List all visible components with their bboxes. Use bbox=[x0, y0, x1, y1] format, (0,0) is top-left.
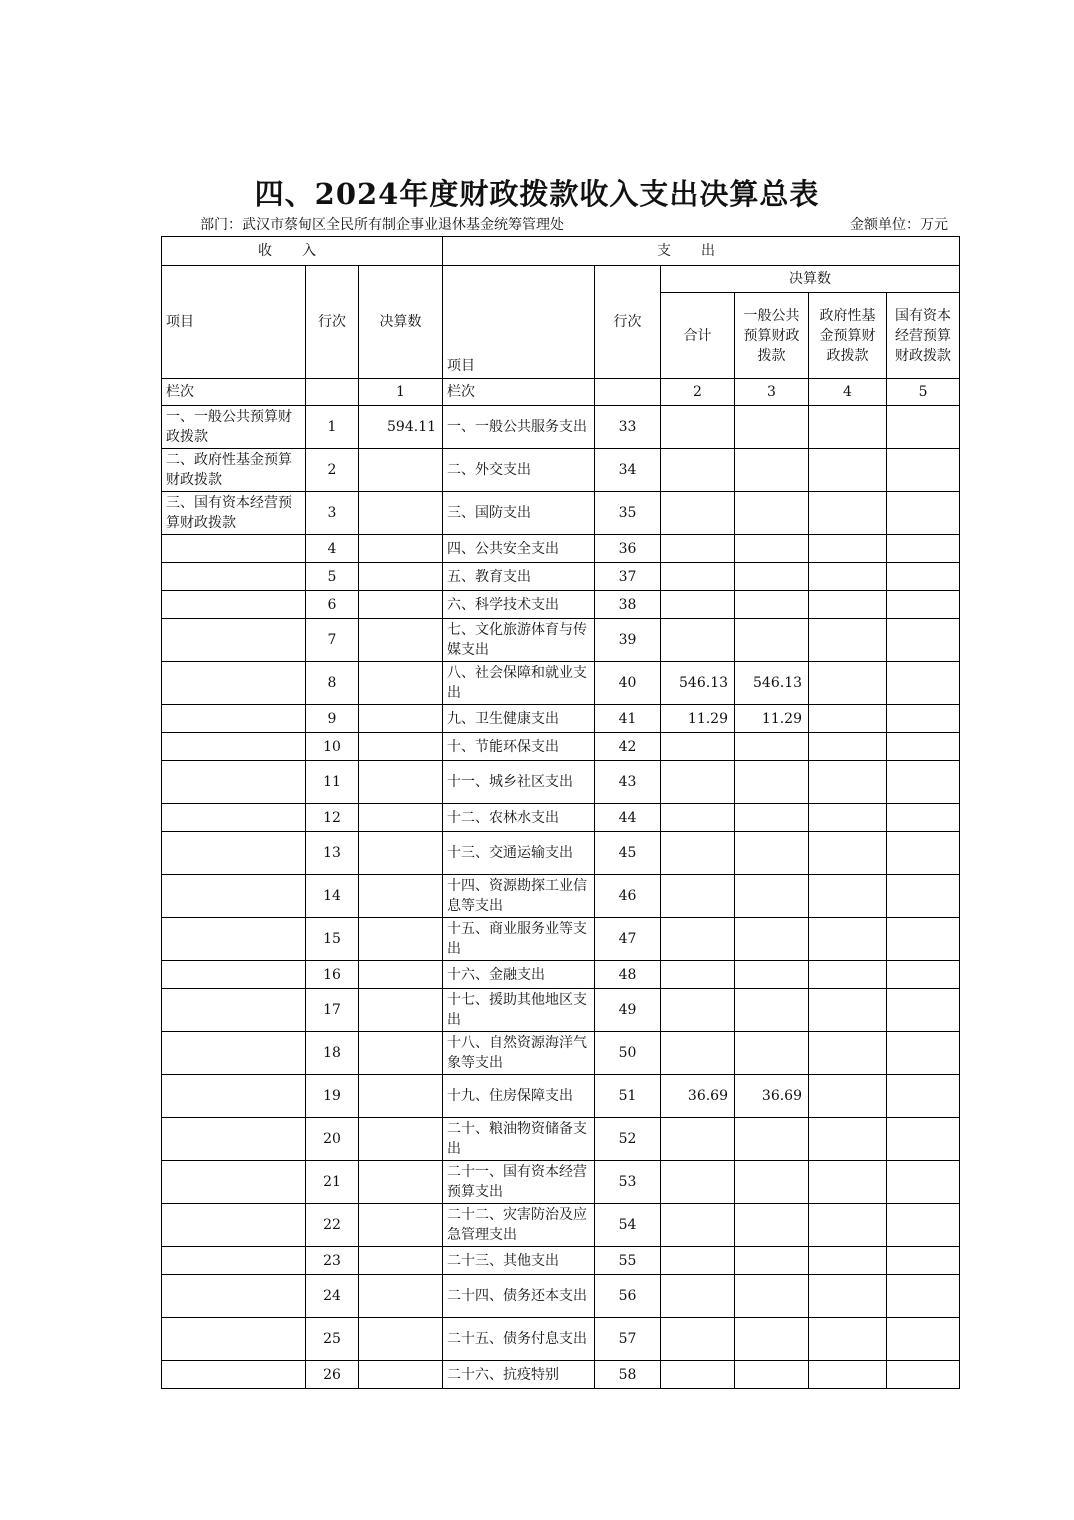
income-amount-cell bbox=[359, 1204, 443, 1247]
table-row bbox=[162, 1161, 960, 1204]
state-capital-amount-cell bbox=[887, 406, 960, 449]
state-capital-amount-cell bbox=[887, 1247, 960, 1275]
expense-row-no-cell: 44 bbox=[595, 804, 661, 832]
income-amount-cell: 594.11 bbox=[359, 406, 443, 449]
income-item-cell bbox=[162, 761, 306, 804]
general-public-amount-cell: 11.29 bbox=[735, 705, 809, 733]
table-row bbox=[162, 804, 960, 832]
gov-fund-amount-cell bbox=[809, 449, 887, 492]
expense-row-no-cell: 40 bbox=[595, 662, 661, 705]
expense-item-cell: 二十、粮油物资储备支出 bbox=[443, 1118, 595, 1161]
state-capital-amount-cell bbox=[887, 918, 960, 961]
income-amount-cell bbox=[359, 918, 443, 961]
general-public-amount-cell bbox=[735, 1204, 809, 1247]
income-item-cell bbox=[162, 1318, 306, 1361]
gov-fund-amount-cell bbox=[809, 1118, 887, 1161]
income-row-no-cell: 24 bbox=[306, 1275, 359, 1318]
gov-fund-amount-cell bbox=[809, 1075, 887, 1118]
general-public-amount-cell bbox=[735, 832, 809, 875]
empty-cell bbox=[306, 379, 359, 406]
state-capital-amount-cell bbox=[887, 662, 960, 705]
expense-item-cell: 一、一般公共服务支出 bbox=[443, 406, 595, 449]
expense-row-no-cell: 51 bbox=[595, 1075, 661, 1118]
expense-item-cell: 十一、城乡社区支出 bbox=[443, 761, 595, 804]
gov-fund-amount-cell bbox=[809, 832, 887, 875]
income-row-no-cell: 26 bbox=[306, 1361, 359, 1389]
total-amount-cell: 546.13 bbox=[661, 662, 735, 705]
expense-row-no-cell: 34 bbox=[595, 449, 661, 492]
table-row bbox=[162, 733, 960, 761]
general-public-amount-cell bbox=[735, 492, 809, 535]
total-amount-cell bbox=[661, 535, 735, 563]
expense-item-cell: 十七、援助其他地区支出 bbox=[443, 989, 595, 1032]
income-row-no-cell: 3 bbox=[306, 492, 359, 535]
expense-header: 支出 bbox=[443, 237, 960, 266]
income-amount-cell bbox=[359, 1318, 443, 1361]
total-amount-cell bbox=[661, 619, 735, 662]
general-public-amount-cell bbox=[735, 918, 809, 961]
general-public-amount-cell bbox=[735, 961, 809, 989]
total-amount-cell: 36.69 bbox=[661, 1075, 735, 1118]
expense-item-cell: 十二、农林水支出 bbox=[443, 804, 595, 832]
table-row bbox=[162, 1247, 960, 1275]
column-no-1: 1 bbox=[359, 379, 443, 406]
general-public-amount-cell bbox=[735, 1032, 809, 1075]
income-amount-cell bbox=[359, 1161, 443, 1204]
gov-fund-amount-cell bbox=[809, 662, 887, 705]
total-amount-cell bbox=[661, 449, 735, 492]
state-capital-amount-cell bbox=[887, 591, 960, 619]
income-row-no-cell: 17 bbox=[306, 989, 359, 1032]
income-amount-cell bbox=[359, 832, 443, 875]
income-row-no-cell: 6 bbox=[306, 591, 359, 619]
state-capital-amount-cell bbox=[887, 1204, 960, 1247]
income-amount-cell bbox=[359, 492, 443, 535]
column-no-4: 4 bbox=[809, 379, 887, 406]
expense-item-cell: 八、社会保障和就业支出 bbox=[443, 662, 595, 705]
gov-fund-amount-cell bbox=[809, 591, 887, 619]
expense-row-no-cell: 45 bbox=[595, 832, 661, 875]
expense-item-cell: 十八、自然资源海洋气象等支出 bbox=[443, 1032, 595, 1075]
total-amount-cell bbox=[661, 1032, 735, 1075]
column-no-label: 栏次 bbox=[443, 379, 595, 406]
total-amount-cell bbox=[661, 591, 735, 619]
final-amount-group-header: 决算数 bbox=[661, 266, 960, 293]
general-public-amount-cell bbox=[735, 804, 809, 832]
gov-fund-amount-cell bbox=[809, 918, 887, 961]
state-capital-amount-cell bbox=[887, 1361, 960, 1389]
state-capital-amount-cell bbox=[887, 535, 960, 563]
budget-table bbox=[161, 236, 960, 1389]
income-amount-cell bbox=[359, 875, 443, 918]
expense-item-cell: 七、文化旅游体育与传媒支出 bbox=[443, 619, 595, 662]
income-item-cell: 一、一般公共预算财政拨款 bbox=[162, 406, 306, 449]
income-amount-cell bbox=[359, 761, 443, 804]
expense-item-cell: 二十五、债务付息支出 bbox=[443, 1318, 595, 1361]
expense-item-cell: 四、公共安全支出 bbox=[443, 535, 595, 563]
total-amount-cell bbox=[661, 1318, 735, 1361]
income-item-cell bbox=[162, 1204, 306, 1247]
general-public-amount-cell bbox=[735, 1318, 809, 1361]
total-amount-cell bbox=[661, 961, 735, 989]
income-amount-cell bbox=[359, 1247, 443, 1275]
gov-fund-amount-cell bbox=[809, 1318, 887, 1361]
expense-row-no-cell: 37 bbox=[595, 563, 661, 591]
page-title: 四、2024年度财政拨款收入支出决算总表 bbox=[254, 177, 820, 211]
column-no-3: 3 bbox=[735, 379, 809, 406]
expense-item-cell: 二、外交支出 bbox=[443, 449, 595, 492]
income-row-no-cell: 11 bbox=[306, 761, 359, 804]
expense-row-no-cell: 58 bbox=[595, 1361, 661, 1389]
gov-fund-amount-cell bbox=[809, 492, 887, 535]
total-amount-cell bbox=[661, 492, 735, 535]
expense-item-cell: 十、节能环保支出 bbox=[443, 733, 595, 761]
expense-item-cell: 九、卫生健康支出 bbox=[443, 705, 595, 733]
income-item-cell bbox=[162, 705, 306, 733]
empty-cell bbox=[595, 379, 661, 406]
income-row-no-header: 行次 bbox=[306, 266, 359, 379]
state-capital-amount-cell bbox=[887, 492, 960, 535]
column-no-2: 2 bbox=[661, 379, 735, 406]
total-amount-cell bbox=[661, 1118, 735, 1161]
expense-row-no-cell: 35 bbox=[595, 492, 661, 535]
table-row bbox=[162, 989, 960, 1032]
gov-fund-amount-cell bbox=[809, 705, 887, 733]
expense-row-no-cell: 53 bbox=[595, 1161, 661, 1204]
expense-item-cell: 十五、商业服务业等支出 bbox=[443, 918, 595, 961]
general-public-amount-cell bbox=[735, 733, 809, 761]
state-capital-amount-cell bbox=[887, 961, 960, 989]
general-public-amount-cell bbox=[735, 1275, 809, 1318]
expense-row-no-cell: 47 bbox=[595, 918, 661, 961]
table-row bbox=[162, 591, 960, 619]
gov-fund-amount-cell bbox=[809, 406, 887, 449]
gov-fund-amount-cell bbox=[809, 563, 887, 591]
income-row-no-cell: 2 bbox=[306, 449, 359, 492]
income-item-cell bbox=[162, 619, 306, 662]
state-capital-amount-cell bbox=[887, 1032, 960, 1075]
general-public-amount-cell bbox=[735, 875, 809, 918]
income-row-no-cell: 25 bbox=[306, 1318, 359, 1361]
gov-fund-amount-cell bbox=[809, 1161, 887, 1204]
total-amount-cell bbox=[661, 875, 735, 918]
income-amount-cell bbox=[359, 1075, 443, 1118]
general-public-amount-cell bbox=[735, 1361, 809, 1389]
gov-fund-amount-cell bbox=[809, 619, 887, 662]
state-capital-amount-cell bbox=[887, 761, 960, 804]
income-item-cell bbox=[162, 1118, 306, 1161]
gov-fund-amount-cell bbox=[809, 961, 887, 989]
expense-row-no-cell: 57 bbox=[595, 1318, 661, 1361]
income-row-no-cell: 20 bbox=[306, 1118, 359, 1161]
income-item-cell: 二、政府性基金预算财政拨款 bbox=[162, 449, 306, 492]
state-capital-amount-cell bbox=[887, 1118, 960, 1161]
income-item-cell bbox=[162, 961, 306, 989]
gov-fund-amount-cell bbox=[809, 1032, 887, 1075]
income-item-cell bbox=[162, 535, 306, 563]
income-amount-cell bbox=[359, 961, 443, 989]
general-public-header: 一般公共预算财政拨款 bbox=[735, 293, 809, 379]
income-amount-cell bbox=[359, 591, 443, 619]
table-row bbox=[162, 761, 960, 804]
table-row bbox=[162, 705, 960, 733]
general-public-amount-cell bbox=[735, 619, 809, 662]
total-amount-cell bbox=[661, 804, 735, 832]
total-amount-cell bbox=[661, 733, 735, 761]
table-row bbox=[162, 449, 960, 492]
income-amount-header: 决算数 bbox=[359, 266, 443, 379]
gov-fund-amount-cell bbox=[809, 989, 887, 1032]
income-item-cell bbox=[162, 875, 306, 918]
income-item-cell bbox=[162, 1161, 306, 1204]
income-amount-cell bbox=[359, 563, 443, 591]
table-row bbox=[162, 832, 960, 875]
income-row-no-cell: 10 bbox=[306, 733, 359, 761]
income-amount-cell bbox=[359, 449, 443, 492]
table-row bbox=[162, 563, 960, 591]
income-row-no-cell: 1 bbox=[306, 406, 359, 449]
state-capital-amount-cell bbox=[887, 705, 960, 733]
income-amount-cell bbox=[359, 705, 443, 733]
gov-fund-amount-cell bbox=[809, 875, 887, 918]
income-row-no-cell: 16 bbox=[306, 961, 359, 989]
table-row bbox=[162, 1204, 960, 1247]
gov-fund-amount-cell bbox=[809, 535, 887, 563]
state-capital-amount-cell bbox=[887, 989, 960, 1032]
income-amount-cell bbox=[359, 619, 443, 662]
expense-item-cell: 十六、金融支出 bbox=[443, 961, 595, 989]
expense-item-cell: 十四、资源勘探工业信息等支出 bbox=[443, 875, 595, 918]
expense-row-no-header: 行次 bbox=[595, 266, 661, 379]
expense-row-no-cell: 54 bbox=[595, 1204, 661, 1247]
expense-item-cell: 二十三、其他支出 bbox=[443, 1247, 595, 1275]
table-row bbox=[162, 875, 960, 918]
income-amount-cell bbox=[359, 733, 443, 761]
expense-row-no-cell: 36 bbox=[595, 535, 661, 563]
income-amount-cell bbox=[359, 1118, 443, 1161]
table-row bbox=[162, 535, 960, 563]
expense-row-no-cell: 39 bbox=[595, 619, 661, 662]
table-row bbox=[162, 918, 960, 961]
department-label: 部门：武汉市蔡甸区全民所有制企事业退休基金统筹管理处 bbox=[200, 217, 564, 233]
state-capital-amount-cell bbox=[887, 1161, 960, 1204]
state-capital-amount-cell bbox=[887, 1275, 960, 1318]
table-row bbox=[162, 662, 960, 705]
income-row-no-cell: 9 bbox=[306, 705, 359, 733]
state-capital-amount-cell bbox=[887, 1318, 960, 1361]
income-amount-cell bbox=[359, 535, 443, 563]
income-row-no-cell: 4 bbox=[306, 535, 359, 563]
income-header: 收入 bbox=[162, 237, 443, 266]
general-public-amount-cell: 36.69 bbox=[735, 1075, 809, 1118]
income-item-cell bbox=[162, 733, 306, 761]
income-item-cell bbox=[162, 1032, 306, 1075]
income-item-header: 项目 bbox=[162, 266, 306, 379]
table-row bbox=[162, 492, 960, 535]
expense-row-no-cell: 43 bbox=[595, 761, 661, 804]
income-amount-cell bbox=[359, 1361, 443, 1389]
income-amount-cell bbox=[359, 989, 443, 1032]
gov-fund-amount-cell bbox=[809, 804, 887, 832]
total-amount-cell bbox=[661, 832, 735, 875]
expense-row-no-cell: 38 bbox=[595, 591, 661, 619]
general-public-amount-cell bbox=[735, 1118, 809, 1161]
general-public-amount-cell bbox=[735, 591, 809, 619]
income-amount-cell bbox=[359, 804, 443, 832]
income-row-no-cell: 8 bbox=[306, 662, 359, 705]
expense-row-no-cell: 42 bbox=[595, 733, 661, 761]
table-row bbox=[162, 1275, 960, 1318]
state-capital-amount-cell bbox=[887, 563, 960, 591]
income-amount-cell bbox=[359, 662, 443, 705]
expense-row-no-cell: 46 bbox=[595, 875, 661, 918]
income-item-cell bbox=[162, 563, 306, 591]
expense-item-cell: 二十一、国有资本经营预算支出 bbox=[443, 1161, 595, 1204]
expense-item-cell: 十三、交通运输支出 bbox=[443, 832, 595, 875]
state-capital-amount-cell bbox=[887, 733, 960, 761]
income-item-cell bbox=[162, 1247, 306, 1275]
income-item-cell bbox=[162, 804, 306, 832]
gov-fund-amount-cell bbox=[809, 1247, 887, 1275]
general-public-amount-cell bbox=[735, 989, 809, 1032]
expense-row-no-cell: 41 bbox=[595, 705, 661, 733]
expense-item-header: 项目 bbox=[443, 266, 595, 379]
income-item-cell bbox=[162, 918, 306, 961]
table-row bbox=[162, 1318, 960, 1361]
general-public-amount-cell bbox=[735, 563, 809, 591]
expense-item-cell: 二十二、灾害防治及应急管理支出 bbox=[443, 1204, 595, 1247]
table-row bbox=[162, 406, 960, 449]
total-amount-cell bbox=[661, 1275, 735, 1318]
table-row bbox=[162, 1118, 960, 1161]
income-row-no-cell: 19 bbox=[306, 1075, 359, 1118]
total-amount-cell: 11.29 bbox=[661, 705, 735, 733]
state-capital-header: 国有资本经营预算财政拨款 bbox=[887, 293, 960, 379]
table-row bbox=[162, 1032, 960, 1075]
total-amount-cell bbox=[661, 1204, 735, 1247]
gov-fund-amount-cell bbox=[809, 733, 887, 761]
total-amount-cell bbox=[661, 1361, 735, 1389]
income-row-no-cell: 14 bbox=[306, 875, 359, 918]
expense-item-cell: 二十四、债务还本支出 bbox=[443, 1275, 595, 1318]
gov-fund-amount-cell bbox=[809, 761, 887, 804]
column-no-5: 5 bbox=[887, 379, 960, 406]
general-public-amount-cell bbox=[735, 535, 809, 563]
general-public-amount-cell bbox=[735, 449, 809, 492]
total-amount-cell bbox=[661, 761, 735, 804]
gov-fund-amount-cell bbox=[809, 1361, 887, 1389]
expense-row-no-cell: 52 bbox=[595, 1118, 661, 1161]
total-amount-cell bbox=[661, 1247, 735, 1275]
table-row bbox=[162, 1361, 960, 1389]
state-capital-amount-cell bbox=[887, 875, 960, 918]
income-item-cell bbox=[162, 1361, 306, 1389]
income-row-no-cell: 23 bbox=[306, 1247, 359, 1275]
expense-item-cell: 六、科学技术支出 bbox=[443, 591, 595, 619]
general-public-amount-cell: 546.13 bbox=[735, 662, 809, 705]
general-public-amount-cell bbox=[735, 1161, 809, 1204]
general-public-amount-cell bbox=[735, 406, 809, 449]
total-amount-cell bbox=[661, 406, 735, 449]
gov-fund-header: 政府性基金预算财政拨款 bbox=[809, 293, 887, 379]
income-item-cell: 三、国有资本经营预算财政拨款 bbox=[162, 492, 306, 535]
income-row-no-cell: 15 bbox=[306, 918, 359, 961]
expense-row-no-cell: 55 bbox=[595, 1247, 661, 1275]
income-item-cell bbox=[162, 989, 306, 1032]
total-amount-cell bbox=[661, 918, 735, 961]
table-row bbox=[162, 961, 960, 989]
income-row-no-cell: 12 bbox=[306, 804, 359, 832]
expense-item-cell: 五、教育支出 bbox=[443, 563, 595, 591]
income-item-cell bbox=[162, 662, 306, 705]
state-capital-amount-cell bbox=[887, 619, 960, 662]
table-row bbox=[162, 1075, 960, 1118]
general-public-amount-cell bbox=[735, 1247, 809, 1275]
income-row-no-cell: 21 bbox=[306, 1161, 359, 1204]
gov-fund-amount-cell bbox=[809, 1275, 887, 1318]
column-no-label: 栏次 bbox=[162, 379, 306, 406]
income-amount-cell bbox=[359, 1032, 443, 1075]
expense-item-cell: 二十六、抗疫特别 bbox=[443, 1361, 595, 1389]
unit-label: 金额单位：万元 bbox=[850, 217, 948, 233]
table-row bbox=[162, 619, 960, 662]
income-item-cell bbox=[162, 1275, 306, 1318]
expense-row-no-cell: 33 bbox=[595, 406, 661, 449]
general-public-amount-cell bbox=[735, 761, 809, 804]
expense-row-no-cell: 50 bbox=[595, 1032, 661, 1075]
expense-item-cell: 三、国防支出 bbox=[443, 492, 595, 535]
income-amount-cell bbox=[359, 1275, 443, 1318]
state-capital-amount-cell bbox=[887, 449, 960, 492]
total-header: 合计 bbox=[661, 293, 735, 379]
income-item-cell bbox=[162, 832, 306, 875]
income-row-no-cell: 5 bbox=[306, 563, 359, 591]
total-amount-cell bbox=[661, 563, 735, 591]
income-row-no-cell: 22 bbox=[306, 1204, 359, 1247]
total-amount-cell bbox=[661, 1161, 735, 1204]
income-item-cell bbox=[162, 1075, 306, 1118]
expense-row-no-cell: 49 bbox=[595, 989, 661, 1032]
income-row-no-cell: 13 bbox=[306, 832, 359, 875]
expense-item-cell: 十九、住房保障支出 bbox=[443, 1075, 595, 1118]
state-capital-amount-cell bbox=[887, 832, 960, 875]
state-capital-amount-cell bbox=[887, 1075, 960, 1118]
income-row-no-cell: 7 bbox=[306, 619, 359, 662]
gov-fund-amount-cell bbox=[809, 1204, 887, 1247]
income-row-no-cell: 18 bbox=[306, 1032, 359, 1075]
expense-row-no-cell: 56 bbox=[595, 1275, 661, 1318]
income-item-cell bbox=[162, 591, 306, 619]
expense-row-no-cell: 48 bbox=[595, 961, 661, 989]
total-amount-cell bbox=[661, 989, 735, 1032]
state-capital-amount-cell bbox=[887, 804, 960, 832]
